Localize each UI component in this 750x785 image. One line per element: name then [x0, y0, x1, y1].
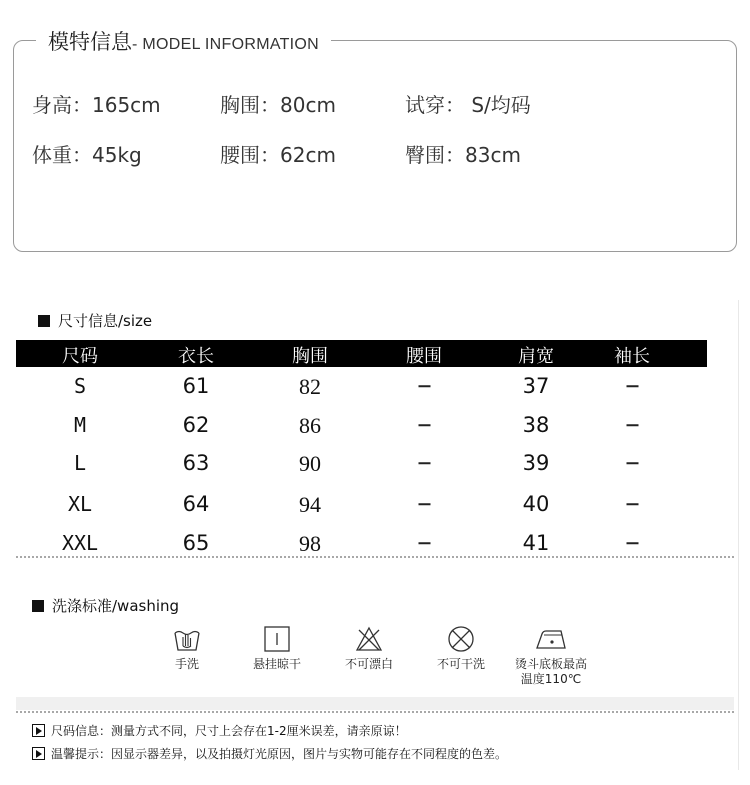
note-size-info-text: 尺码信息：测量方式不同，尺寸上会存在1-2厘米误差，请亲原谅！	[51, 724, 407, 738]
model-weight: 体重：45kg	[32, 143, 142, 167]
dash-mark	[418, 385, 430, 387]
cell-sleeve	[622, 492, 643, 516]
note-tip-text: 温馨提示：因显示器差异，以及拍摄灯光原因，图片与实物可能存在不同程度的色差。	[51, 747, 508, 761]
table-row	[16, 488, 707, 524]
cell-shoulder: 41	[522, 531, 550, 555]
dash-mark	[418, 424, 430, 426]
header-length: 衣长	[178, 346, 214, 367]
washing-section-header	[32, 595, 179, 616]
cell-shoulder: 37	[522, 374, 550, 398]
model-info-title	[36, 26, 331, 56]
cell-waist	[414, 451, 435, 475]
cell-chest: 90	[299, 451, 321, 476]
no-bleach-label: 不可漂白	[344, 657, 393, 671]
header-shoulder: 肩宽	[518, 346, 554, 367]
note-tip	[32, 745, 507, 762]
header-waist: 腰围	[406, 346, 442, 367]
model-waist: 腰围：62cm	[220, 143, 336, 167]
cell-shoulder: 40	[522, 492, 550, 516]
size-section-title: 尺寸信息/size	[58, 312, 153, 330]
wash-item-no-dry-clean	[416, 625, 506, 672]
dash-mark	[418, 542, 430, 544]
cell-waist	[414, 531, 435, 555]
square-bullet-icon	[38, 315, 50, 327]
cell-chest: 94	[299, 492, 321, 517]
cell-size: S	[73, 374, 87, 398]
square-bullet-icon	[32, 600, 44, 612]
cell-shoulder: 38	[522, 413, 550, 437]
footer-band	[16, 697, 734, 710]
dash-mark	[626, 424, 638, 426]
dash-mark	[418, 503, 430, 505]
cell-length: 63	[182, 451, 210, 475]
model-try-size: 试穿： S/均码	[405, 93, 531, 117]
cell-chest: 98	[299, 531, 321, 556]
iron-label	[506, 657, 596, 687]
cell-waist	[414, 374, 435, 398]
hang-dry-label: 悬挂晾干	[252, 657, 301, 671]
dash-mark	[626, 385, 638, 387]
hand-wash-icon	[172, 625, 202, 653]
dash-mark	[626, 462, 638, 464]
no-bleach-icon	[354, 625, 384, 653]
table-row	[16, 409, 707, 445]
cell-size: L	[73, 451, 87, 475]
edge-divider	[738, 300, 739, 770]
cell-sleeve	[622, 374, 643, 398]
cell-sleeve	[622, 413, 643, 437]
cell-size: XXL	[61, 531, 99, 555]
size-section-header	[38, 310, 152, 331]
wash-item-hand-wash	[142, 625, 232, 672]
washing-section-title: 洗涤标准/washing	[52, 597, 180, 615]
cell-length: 62	[182, 413, 210, 437]
model-chest: 胸围：80cm	[220, 93, 336, 117]
size-table-header	[16, 340, 707, 367]
play-bullet-icon	[32, 724, 45, 737]
table-row	[16, 370, 707, 406]
model-info-title-en: - MODEL INFORMATION	[132, 36, 320, 53]
cell-size: XL	[67, 492, 93, 516]
note-size-info	[32, 722, 407, 739]
dash-mark	[626, 542, 638, 544]
header-size: 尺码	[62, 346, 98, 367]
cell-length: 61	[182, 374, 210, 398]
cell-chest: 86	[299, 413, 321, 438]
model-info-title-cn: 模特信息	[48, 30, 132, 54]
hand-wash-label: 手洗	[174, 657, 199, 671]
model-height: 身高：165cm	[32, 93, 161, 117]
no-dry-clean-icon	[446, 625, 476, 653]
cell-sleeve	[622, 451, 643, 475]
wash-item-iron	[506, 625, 596, 687]
cell-chest: 82	[299, 374, 321, 399]
header-chest: 胸围	[292, 346, 328, 367]
cell-size: M	[73, 413, 87, 437]
play-bullet-icon	[32, 747, 45, 760]
table-row	[16, 447, 707, 483]
cell-waist	[414, 413, 435, 437]
dotted-divider	[16, 556, 734, 558]
dash-mark	[418, 462, 430, 464]
iron-icon	[534, 625, 568, 653]
wash-item-hang-dry	[232, 625, 322, 672]
cell-waist	[414, 492, 435, 516]
model-hip: 臀围：83cm	[405, 143, 521, 167]
no-dry-clean-label: 不可干洗	[436, 657, 485, 671]
cell-length: 65	[182, 531, 210, 555]
header-sleeve: 袖长	[614, 346, 650, 367]
hang-dry-icon	[262, 625, 292, 653]
iron-label-line1: 烫斗底板最高	[514, 657, 587, 671]
wash-item-no-bleach	[324, 625, 414, 672]
iron-label-line2: 温度110℃	[520, 672, 582, 686]
cell-sleeve	[622, 531, 643, 555]
cell-length: 64	[182, 492, 210, 516]
dash-mark	[626, 503, 638, 505]
cell-shoulder: 39	[522, 451, 550, 475]
dotted-divider	[16, 711, 734, 713]
